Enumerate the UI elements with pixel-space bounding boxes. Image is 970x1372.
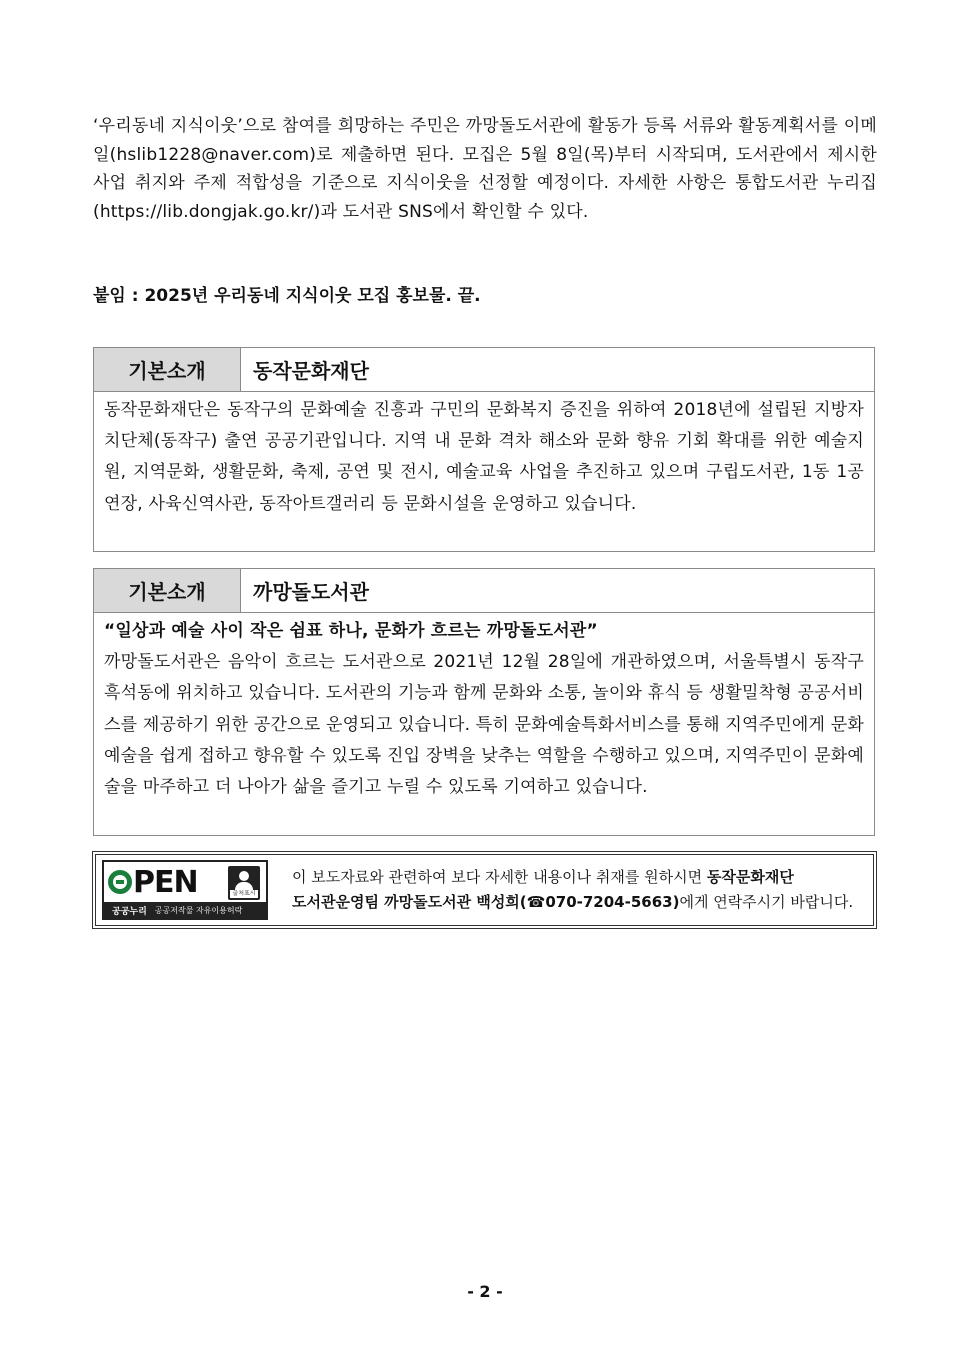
library-description: 까망돌도서관은 음악이 흐르는 도서관으로 2021년 12월 28일에 개관하였으며, 서울특별시 동작구 흑석동에 위치하고 있습니다. 도서관의 기능과 함께 문화와 소통, 놀이와 휴식 등 생활밀착형 공공서비스를 제공하기 위한 공간으로 운영되고 있습니다. 특히 문화예술특화서비스를 통해 지역주민에게 문화예술을 쉽게 접하고 향유할 수 있도록 진입 장벽을 낮추는 역할을 수행하고 있으며, 지역주민이 문화예술을 마주하고 더 나아가 삶을 즐기고 누릴 수 있도록 기여하고 있습니다. (104, 652, 864, 798)
contact-line-2-plain: 에게 연락주시기 바랍니다. (679, 893, 854, 911)
contact-line-2 (292, 890, 873, 915)
contact-line-1-plain: 이 보도자료와 관련하여 보다 자세한 내용이나 취재를 원하시면 (292, 868, 707, 886)
attachment-note: 붙임 : 2025년 우리동네 지식이웃 모집 홍보물. 끝. (93, 286, 481, 306)
library-slogan: “일상과 예술 사이 작은 쉼표 하나, 문화가 흐르는 까망돌도서관” (104, 621, 598, 641)
open-license-wordmark (108, 865, 198, 900)
open-license-logo (102, 860, 268, 920)
open-o-icon (108, 870, 132, 894)
contact-line-1 (292, 865, 873, 890)
open-license-caption (104, 902, 266, 918)
intro-box-body: 동작문화재단은 동작구의 문화예술 진흥과 구민의 문화복지 증진을 위하여 2018년에 설립된 지방자치단체(동작구) 출연 공공기관입니다. 지역 내 문화 격차 해소와 문화 향유 기회 확대를 위한 예술지원, 지역문화, 생활문화, 축제, 공연 및 전시, 예술교육 사업을 추진하고 있으며 구립도서관, 1동 1공연장, 사육신역사관, 동작아트갤러리 등 문화시설을 운영하고 있습니다. (104, 400, 864, 514)
intro-box-tag: 기본소개 (94, 348, 241, 391)
contact-line-2-bold: 도서관운영팀 까망돌도서관 백성희(☎070-7204-5663) (292, 893, 680, 911)
intro-box-library (93, 568, 875, 836)
intro-box-header (94, 569, 874, 613)
open-license-text: 공공저작물 자유이용허락 (154, 905, 243, 915)
intro-box-tag: 기본소개 (94, 569, 241, 612)
intro-box-foundation (93, 347, 875, 552)
contact-box (92, 851, 877, 929)
intro-box-header (94, 348, 874, 392)
page-number: - 2 - (467, 1282, 503, 1301)
attribution-person-icon (228, 866, 260, 900)
open-license-word: PEN (133, 864, 198, 900)
intro-box-body (94, 613, 874, 807)
person-head-shape (239, 871, 249, 881)
open-license-key: 공공누리 (112, 906, 147, 917)
person-torso-shape (235, 882, 253, 890)
intro-box-title: 까망돌도서관 (253, 580, 369, 604)
intro-paragraph: ‘우리동네 지식이웃’으로 참여를 희망하는 주민은 까망돌도서관에 활동가 등록 서류와 활동계획서를 이메일(hslib1228@naver.com)로 제출하면 된다. 모집은 5월 8일(목)부터 시작되며, 도서관에서 제시한 사업 취지와 주제 적합성을 기준으로 지식이웃을 선정할 예정이다. 자세한 사항은 통합도서관 누리집(https://lib.dongjak.go.kr/)과 도서관 SNS에서 확인할 수 있다. (93, 116, 877, 222)
attribution-label: 출처표시 (232, 890, 256, 897)
contact-text (268, 865, 873, 915)
intro-box-title: 동작문화재단 (253, 359, 369, 383)
contact-line-1-bold: 동작문화재단 (706, 868, 794, 886)
contact-box-inner (95, 854, 874, 926)
